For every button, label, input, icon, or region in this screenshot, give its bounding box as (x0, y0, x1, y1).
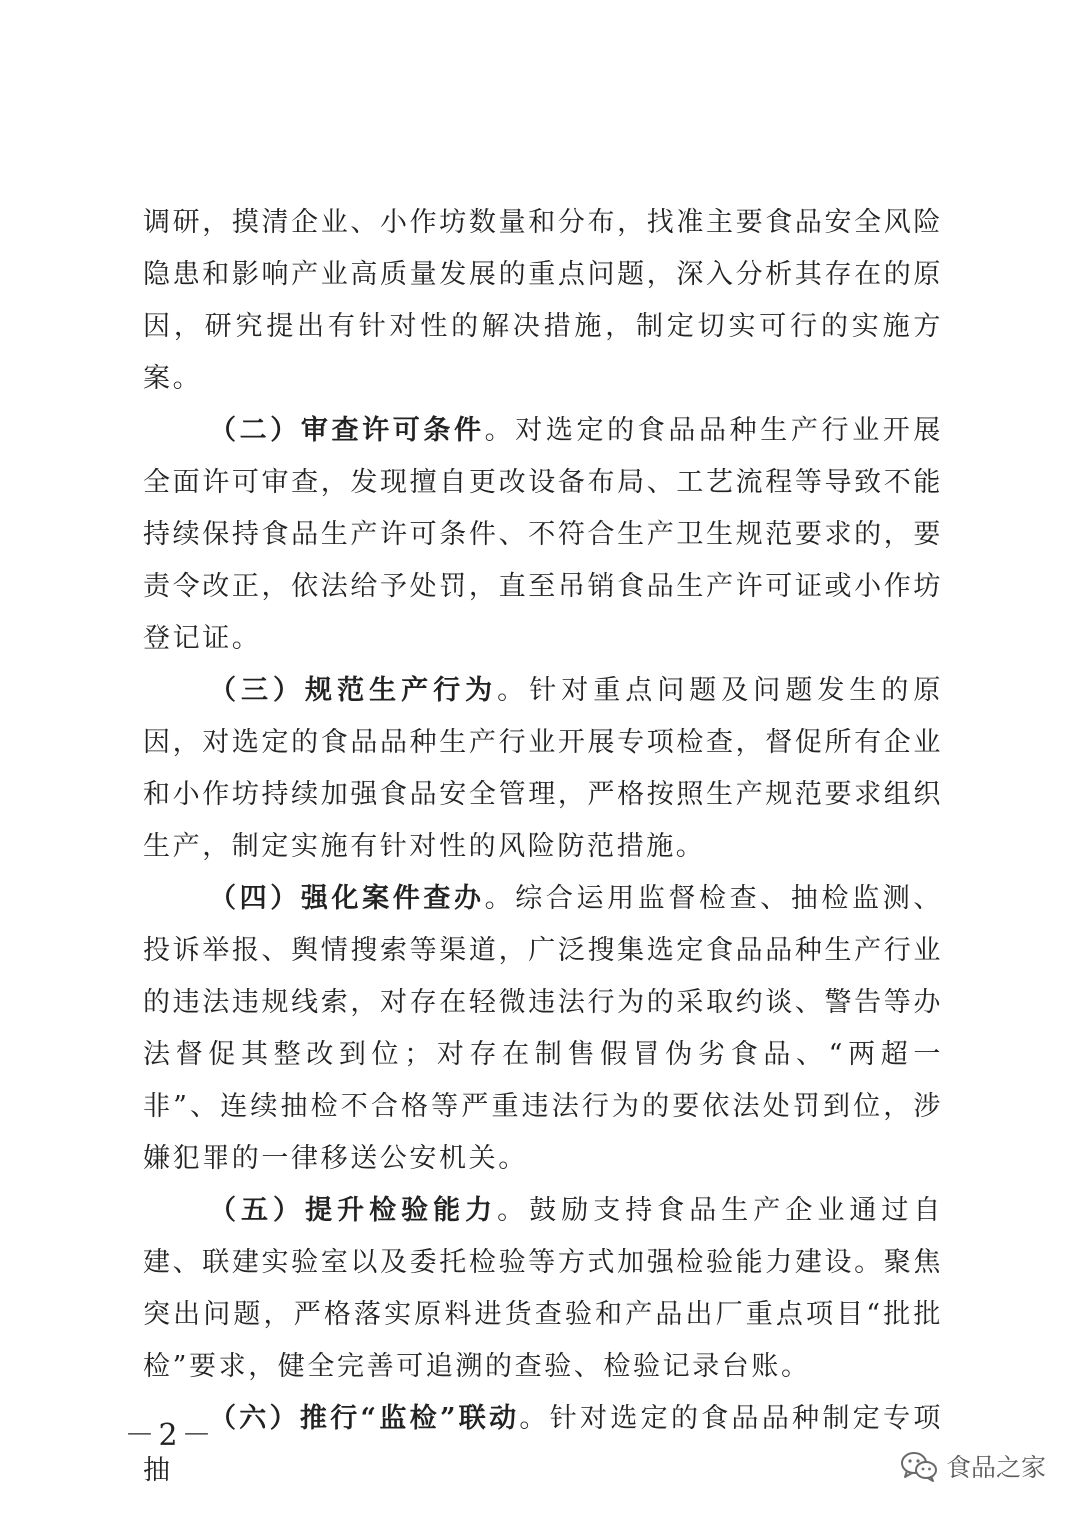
section-text: 。针对重点问题及问题发生的原因，对选定的食品品种生产行业开展专项检查，督促所有企业和小作坊持续加强食品安全管理，严格按照生产规范要求组织生产，制定实施有针对性的风险防范措施。 (143, 675, 944, 862)
section-heading: （六）推行“监检”联动 (209, 1403, 520, 1434)
document-body (143, 197, 943, 1497)
section-text: 。综合运用监督检查、抽检监测、投诉举报、舆情搜索等渠道，广泛搜集选定食品品种生产行业的违法违规线索，对存在轻微违法行为的采取约谈、警告等办法督促其整改到位；对存在制售假冒伪劣食品、“两超一非”、连续抽检不合格等严重违法行为的要依法处罚到位，涉嫌犯罪的一律移送公安机关。 (143, 883, 944, 1174)
section-text: 。鼓励支持食品生产企业通过自建、联建实验室以及委托检验等方式加强检验能力建设。聚焦突出问题，严格落实原料进货查验和产品出厂重点项目“批批检”要求，健全完善可追溯的查验、检验记录台账。 (143, 1195, 944, 1382)
section-heading: （二）审查许可条件 (209, 415, 485, 446)
section-heading: （三）规范生产行为 (209, 675, 498, 706)
watermark-label: 食品之家 (945, 1453, 1046, 1482)
page-number: －2－ (124, 1418, 216, 1453)
section-heading: （五）提升检验能力 (209, 1195, 498, 1226)
section-text: 。针对选定的食品品种制定专项抽 (143, 1403, 943, 1486)
watermark (900, 1444, 1046, 1488)
section-text: 。对选定的食品品种生产行业开展全面许可审查，发现擅自更改设备布局、工艺流程等导致不能持续保持食品生产许可条件、不符合生产卫生规范要求的，要责令改正，依法给予处罚，直至吊销食品生产许可证或小作坊登记证。 (143, 415, 944, 654)
section-paragraph (143, 405, 943, 665)
opening-paragraph: 调研，摸清企业、小作坊数量和分布，找准主要食品安全风险隐患和影响产业高质量发展的重点问题，深入分析其存在的原因，研究提出有针对性的解决措施，制定切实可行的实施方案。 (143, 207, 943, 394)
section-paragraph (143, 1185, 943, 1393)
wechat-icon (900, 1450, 938, 1482)
section-paragraph (143, 665, 943, 873)
section-heading: （四）强化案件查办 (209, 883, 485, 914)
section-paragraph (143, 873, 943, 1185)
